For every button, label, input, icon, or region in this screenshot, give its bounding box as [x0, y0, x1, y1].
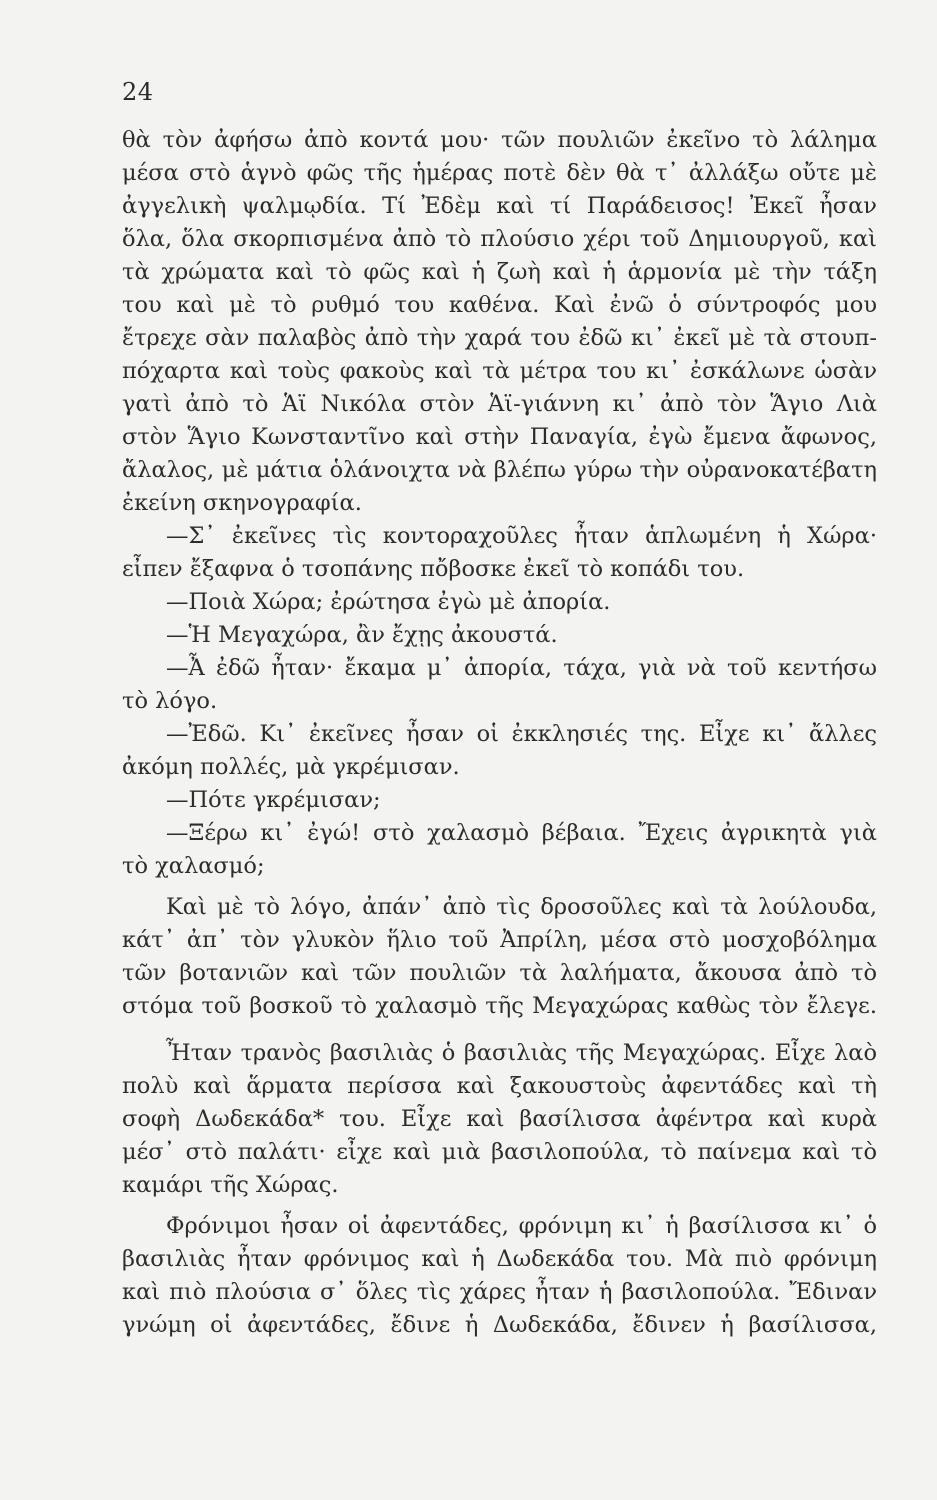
text-line: τῶν βοτανιῶν καὶ τῶν πουλιῶν τὰ λαλήματα, ἄκουσα ἀπὸ τὸ [122, 960, 877, 986]
text-line: τὸ χαλασμό; [122, 853, 265, 879]
text-line: ἀκόμη πολλές, μὰ γκρέμισαν. [122, 754, 460, 780]
text-line: καὶ πιὸ πλούσια σ᾽ ὅλες τὶς χάρες ἦταν ἡ βασιλοπούλα. Ἔδιναν [122, 1279, 877, 1305]
paragraph-line: Καὶ μὲ τὸ λόγο, ἀπάν᾽ ἀπὸ τὶς δροσοῦλες καὶ τὰ λούλουδα, [166, 894, 877, 920]
text-line: τὸ λόγο. [122, 688, 218, 714]
text-line: βασιλιὰς ἦταν φρόνιμος καὶ ἡ Δωδεκάδα του. Μὰ πιὸ φρόνιμη [122, 1246, 877, 1272]
text-line: κάτ᾽ ἀπ᾽ τὸν γλυκὸν ἥλιο τοῦ Ἀπρίλη, μέσα στὸ μοσχοβόλημα [122, 927, 877, 953]
text-line: στὸν Ἅγιο Κωνσταντῖνο καὶ στὴν Παναγία, ἐγὼ ἔμενα ἄφωνος, [122, 424, 877, 450]
dialogue-line: —Ἡ Μεγαχώρα, ἂν ἔχῃς ἀκουστά. [166, 622, 558, 648]
page-number: 24 [122, 78, 154, 106]
paragraph-line: Ἦταν τρανὸς βασιλιὰς ὁ βασιλιὰς τῆς Μεγαχώρας. Εἶχε λαὸ [166, 1040, 877, 1066]
dialogue-line: —Ποιὰ Χώρα; ἐρώτησα ἐγὼ μὲ ἀπορία. [166, 589, 611, 615]
text-line: μέσα στὸ ἁγνὸ φῶς τῆς ἡμέρας ποτὲ δὲν θὰ τ᾽ ἀλλάξω οὔτε μὲ [122, 160, 877, 186]
text-line: πόχαρτα καὶ τοὺς φακοὺς καὶ τὰ μέτρα του κι᾽ ἐσκάλωνε ὡσὰν [122, 358, 877, 384]
paragraph-line: Φρόνιμοι ἦσαν οἱ ἀφεντάδες, φρόνιμη κι᾽ ἡ βασίλισσα κι᾽ ὁ [166, 1213, 877, 1239]
text-line: ἐκείνη σκηνογραφία. [122, 490, 362, 516]
text-line: ἔτρεχε σὰν παλαβὸς ἀπὸ τὴν χαρά του ἐδῶ κι᾽ ἐκεῖ μὲ τὰ στουπ- [122, 325, 877, 351]
text-line: καμάρι τῆς Χώρας. [122, 1172, 339, 1198]
text-line: τὰ χρώματα καὶ τὸ φῶς καὶ ἡ ζωὴ καὶ ἡ ἁρμονία μὲ τὴν τάξη [122, 259, 877, 285]
text-line: ἀγγελικὴ ψαλμῳδία. Τί Ἐδὲμ καὶ τί Παράδεισος! Ἐκεῖ ἦσαν [122, 193, 877, 219]
text-line: στόμα τοῦ βοσκοῦ τὸ χαλασμὸ τῆς Μεγαχώρας καθὼς τὸν ἔλεγε. [122, 993, 877, 1019]
text-line: ὅλα, ὅλα σκορπισμένα ἀπὸ τὸ πλούσιο χέρι τοῦ Δημιουργοῦ, καὶ [122, 226, 877, 252]
text-line: εἶπεν ἔξαφνα ὁ τσοπάνης πὄβοσκε ἐκεῖ τὸ κοπάδι του. [122, 556, 745, 582]
text-line: γατὶ ἀπὸ τὸ Ἁϊ Νικόλα στὸν Ἁϊ-γιάννη κι᾽ ἀπὸ τὸν Ἅγιο Λιὰ [122, 391, 877, 417]
dialogue-line: —Ξέρω κι᾽ ἐγώ! στὸ χαλασμὸ βέβαια. Ἔχεις ἀγρικητὰ γιὰ [166, 820, 877, 846]
dialogue-line: —Σ᾽ ἐκεῖνες τὶς κοντοραχοῦλες ἦταν ἁπλωμένη ἡ Χώρα· [166, 523, 877, 549]
text-line: ἄλαλος, μὲ μάτια ὁλάνοιχτα νὰ βλέπω γύρω τὴν οὐρανοκατέβατη [122, 457, 877, 483]
dialogue-line: —Πότε γκρέμισαν; [166, 787, 381, 813]
dialogue-line: —Ἐδῶ. Κι᾽ ἐκεῖνες ἦσαν οἱ ἐκκλησιές της. Εἶχε κι᾽ ἄλλες [166, 721, 877, 747]
dialogue-line: —Ἆ ἐδῶ ἦταν· ἔκαμα μ᾽ ἀπορία, τάχα, γιὰ νὰ τοῦ κεντήσω [166, 655, 877, 681]
text-line: σοφὴ Δωδεκάδα* του. Εἶχε καὶ βασίλισσα ἀφέντρα καὶ κυρὰ [122, 1106, 877, 1132]
text-line: μέσ᾽ στὸ παλάτι· εἶχε καὶ μιὰ βασιλοπούλα, τὸ παίνεμα καὶ τὸ [122, 1139, 877, 1165]
text-line: πολὺ καὶ ἅρματα περίσσα καὶ ξακουστοὺς ἀφεντάδες καὶ τὴ [122, 1073, 877, 1099]
text-line: θὰ τὸν ἀφήσω ἀπὸ κοντά μου· τῶν πουλιῶν ἐκεῖνο τὸ λάλημα [122, 127, 877, 153]
text-line: γνώμη οἱ ἀφεντάδες, ἔδινε ἡ Δωδεκάδα, ἔδινεν ἡ βασίλισσα, [122, 1312, 877, 1338]
text-line: του καὶ μὲ τὸ ρυθμό του καθένα. Καὶ ἐνῶ ὁ σύντροφός μου [122, 292, 877, 318]
body-text [122, 124, 877, 1342]
